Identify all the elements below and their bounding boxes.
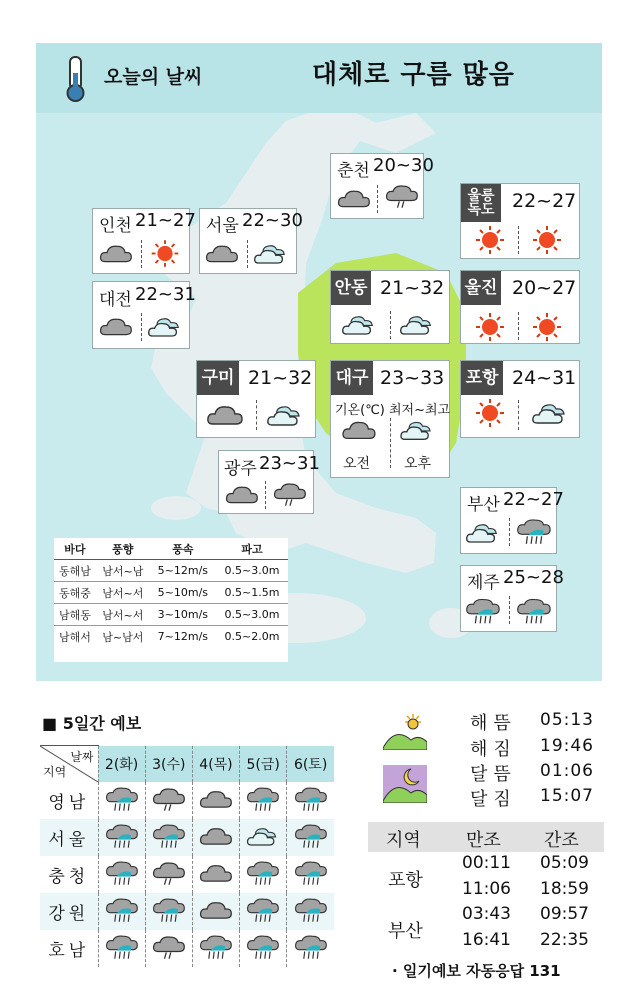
forecast-region: 서울 [40, 819, 98, 856]
tide-region-header: 지역 [386, 830, 421, 851]
partly-cloudy-icon [265, 400, 305, 430]
temp-range: 22~30 [242, 210, 303, 231]
wave-height: 0.5~3.0m [216, 560, 288, 582]
divider [518, 400, 519, 430]
forecast-cell [192, 819, 239, 856]
cloudy-icon [98, 313, 134, 340]
divider [509, 518, 510, 546]
forecast-cell [287, 930, 334, 967]
cloudy-icon [204, 240, 240, 267]
sunny-icon [527, 225, 567, 255]
divider [390, 311, 391, 339]
divider [518, 226, 519, 254]
divider [390, 418, 391, 468]
region-label: 지역 [43, 765, 67, 779]
sunny-icon [470, 398, 510, 428]
forecast-cell [98, 930, 145, 967]
forecast-cell [240, 856, 287, 893]
city-name: 제주 [467, 573, 500, 593]
moonset-time: 15:07 [540, 786, 594, 806]
sunny-icon [470, 225, 510, 255]
forecast-cell [145, 856, 192, 893]
sunset-label: 해짐 [470, 739, 517, 760]
forecast-cell [240, 893, 287, 930]
cloudy-icon [340, 416, 378, 444]
rain-partly-icon [293, 859, 329, 887]
cloudy-icon [336, 185, 372, 212]
rain-partly-icon [245, 933, 281, 961]
rain-partly-cloudy-icon [515, 517, 553, 546]
sea-area: 남해동 [54, 604, 96, 626]
rain-partly-icon [293, 785, 329, 813]
day-header: 4(목) [192, 746, 239, 783]
cloudy-icon [198, 859, 234, 887]
forecast-cell [145, 893, 192, 930]
forecast-region: 영남 [48, 793, 90, 813]
forecast-cell [145, 930, 192, 967]
forecast-region: 호남 [48, 941, 90, 961]
rain-partly-icon [151, 822, 187, 850]
day-header: 3(수) [145, 746, 192, 783]
sunrise-icon [383, 712, 427, 750]
forecast-cell [192, 782, 239, 819]
high-tide-time: 03:43 [462, 904, 511, 924]
rain-partly-icon [293, 896, 329, 924]
forecast-cell [287, 856, 334, 893]
rain-cloud-icon [272, 480, 308, 508]
city-name: 서울 [206, 216, 239, 236]
forecast-cell [98, 782, 145, 819]
divider [256, 400, 257, 430]
low-tide-header: 간조 [544, 830, 579, 851]
city-label-ulleung: 울릉 독도 [461, 184, 501, 222]
wind-speed-header: 풍속 [150, 538, 216, 560]
sea-area: 동해남 [54, 560, 96, 582]
rain-cloud-icon [384, 182, 420, 210]
cloudy-icon [98, 240, 134, 267]
divider [265, 481, 266, 509]
rain-cloud-icon [151, 933, 187, 961]
partly-cloudy-icon [146, 312, 184, 341]
pm-label: 오후 [404, 456, 432, 472]
forecast-cell [145, 819, 192, 856]
partly-cloudy-icon [340, 310, 378, 339]
low-tide-time: 18:59 [540, 879, 589, 899]
wind-speed: 5~10m/s [150, 582, 216, 604]
sunny-icon [146, 239, 184, 268]
city-label-gumi: 구미 [197, 361, 239, 395]
day-header: 6(토) [287, 746, 334, 783]
city-name: 부산 [467, 495, 500, 515]
rain-partly-icon [104, 822, 140, 850]
rain-partly-icon [104, 859, 140, 887]
divider [518, 312, 519, 340]
forecast-region: 충청 [48, 867, 90, 887]
auto-response-note: · 일기예보 자동응답 131 [392, 962, 561, 980]
temp-range: 20~27 [512, 277, 577, 299]
moonrise-time: 01:06 [540, 761, 594, 781]
wind-direction-header: 풍향 [96, 538, 150, 560]
forecast-cell [145, 782, 192, 819]
partly-cloudy-icon [464, 518, 502, 547]
header-title: 오늘의 날씨 [104, 66, 203, 88]
wind-direction: 남~남서 [102, 630, 144, 644]
forecast-cell [240, 782, 287, 819]
forecast-cell [240, 930, 287, 967]
forecast-cell [98, 893, 145, 930]
forecast-cell [240, 819, 287, 856]
temp-range: 22~27 [503, 489, 564, 510]
weather-condition: 대체로 구름 많음 [312, 60, 515, 90]
rain-partly-icon [293, 933, 329, 961]
cloudy-icon [198, 896, 234, 924]
rain-partly-icon [198, 933, 234, 961]
corner-cell [40, 746, 98, 783]
city-name: 인천 [99, 216, 132, 236]
wind-direction: 남서~남 [96, 560, 150, 582]
wind-speed: 5~12m/s [150, 560, 216, 582]
sea-header: 바다 [54, 538, 96, 560]
forecast-cell [192, 893, 239, 930]
table-row [54, 604, 288, 626]
sea-area: 남해서 [58, 630, 91, 644]
table-row [40, 819, 334, 856]
forecast-cell [287, 893, 334, 930]
divider [509, 596, 510, 624]
temp-range: 20~30 [373, 155, 434, 176]
sea-area: 동해중 [54, 582, 96, 604]
city-name: 광주 [224, 459, 257, 479]
day-header: 2(화) [98, 746, 145, 783]
divider [141, 313, 142, 341]
day-header: 5(금) [240, 746, 287, 783]
city-label-uljin: 울진 [461, 271, 501, 305]
temp-range: 24~31 [512, 367, 577, 389]
cloudy-icon [224, 481, 260, 508]
table-row [40, 893, 334, 930]
rain-partly-cloudy-icon [515, 596, 553, 626]
high-tide-time: 11:06 [462, 879, 511, 899]
wind-direction: 남서~서 [96, 604, 150, 626]
city-name: 대전 [99, 290, 132, 310]
partly-cloudy-icon [398, 310, 436, 339]
forecast-table [40, 745, 334, 967]
low-tide-time: 09:57 [540, 904, 589, 924]
city-label-daegu: 대구 [331, 361, 373, 395]
high-tide-header: 만조 [466, 830, 501, 851]
rain-partly-icon [104, 896, 140, 924]
high-tide-time: 16:41 [462, 930, 511, 950]
table-row [40, 930, 334, 967]
forecast-cell [98, 819, 145, 856]
wave-height: 0.5~3.0m [216, 604, 288, 626]
city-label-pohang: 포항 [461, 361, 503, 395]
rain-cloud-icon [151, 785, 187, 813]
wave-height: 0.5~2.0m [224, 630, 280, 643]
moonrise-label: 달뜸 [470, 764, 517, 785]
rain-partly-icon [293, 822, 329, 850]
temp-range: 21~32 [248, 367, 313, 389]
moonrise-icon [383, 765, 427, 803]
wave-height: 0.5~1.5m [216, 582, 288, 604]
moonset-label: 달짐 [470, 789, 517, 810]
divider [141, 240, 142, 268]
tide-region: 포항 [388, 870, 423, 891]
table-row [54, 582, 288, 604]
sunrise-label: 해뜸 [470, 713, 517, 734]
rain-partly-icon [151, 896, 187, 924]
partly-cloudy-icon [245, 822, 281, 850]
tide-region: 부산 [388, 921, 423, 942]
rain-partly-cloudy-icon [464, 596, 502, 626]
wind-speed: 3~10m/s [150, 604, 216, 626]
cloudy-icon [198, 822, 234, 850]
temp-range: 22~27 [512, 190, 577, 212]
sea-conditions-table [54, 538, 288, 662]
divider [247, 240, 248, 268]
temp-range: 21~32 [380, 277, 445, 299]
forecast-title: ■ 5일간 예보 [42, 714, 142, 733]
low-tide-time: 22:35 [540, 930, 589, 950]
date-label: 날짜 [70, 750, 94, 764]
table-row [54, 560, 288, 582]
partly-cloudy-icon [252, 239, 290, 268]
city-name: 춘천 [337, 161, 370, 181]
temp-range: 22~31 [135, 284, 196, 305]
wind-speed: 7~12m/s [157, 630, 209, 643]
divider [377, 185, 378, 213]
sunrise-time: 05:13 [540, 710, 594, 730]
forecast-cell [192, 930, 239, 967]
am-label: 오전 [343, 456, 371, 472]
forecast-cell [192, 856, 239, 893]
partly-cloudy-icon [398, 416, 436, 444]
high-tide-time: 00:11 [462, 853, 511, 873]
sunset-time: 19:46 [540, 736, 594, 756]
temp-range: 21~27 [135, 210, 196, 231]
rain-partly-icon [104, 785, 140, 813]
rain-partly-icon [245, 896, 281, 924]
temp-range: 23~33 [380, 367, 445, 389]
low-tide-time: 05:09 [540, 853, 589, 873]
wind-direction: 남서~서 [96, 582, 150, 604]
table-row [40, 782, 334, 819]
rain-cloud-icon [151, 859, 187, 887]
rain-partly-icon [245, 785, 281, 813]
partly-cloudy-icon [530, 398, 570, 428]
legend-label: 기온(℃) 최저~최고 [335, 403, 451, 418]
forecast-region: 강원 [40, 893, 98, 930]
thermometer-icon [63, 55, 89, 103]
temp-range: 25~28 [503, 567, 564, 588]
wave-height-header: 파고 [216, 538, 288, 560]
forecast-cell [287, 782, 334, 819]
cloudy-icon [205, 400, 245, 430]
rain-partly-icon [104, 933, 140, 961]
sunny-icon [527, 312, 567, 342]
temp-range: 23~31 [259, 453, 320, 474]
city-label-andong: 안동 [331, 271, 371, 305]
table-row [40, 856, 334, 893]
forecast-cell [98, 856, 145, 893]
sunny-icon [470, 312, 510, 342]
cloudy-icon [198, 785, 234, 813]
table-row [54, 626, 288, 648]
rain-partly-icon [245, 859, 281, 887]
forecast-cell [287, 819, 334, 856]
